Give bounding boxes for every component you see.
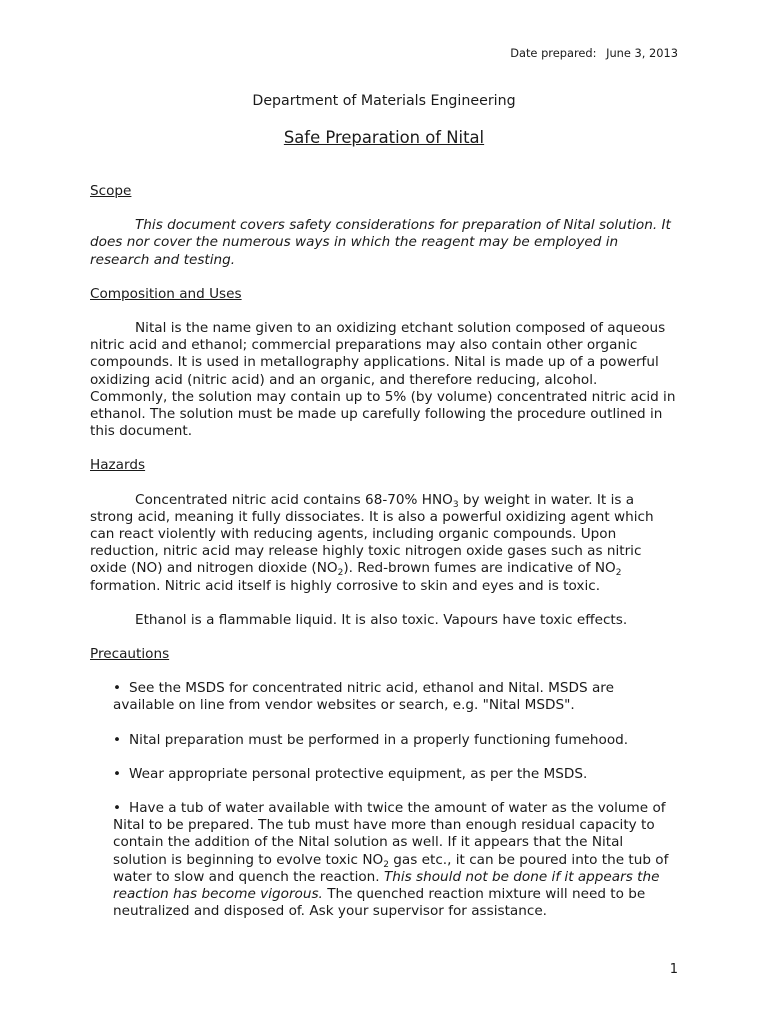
- scope-paragraph: This document covers safety considerations for preparation of Nital solution. It does nor cover the numerous ways in which the reagent may be employed in research and testing.: [90, 217, 671, 268]
- bullet-icon: •: [113, 680, 122, 697]
- precaution-item: [90, 766, 678, 783]
- precaution-item: [90, 680, 678, 714]
- hazards-text-part: by weight in water. It is a strong acid, meaning it fully dissociates. It is also a powerful oxidizing agent which can react violently with reducing agents, including organic compounds. Upon reduction, nitric acid may release highly toxic nitrogen oxide gases such as nitric oxide (NO) and nitrogen dioxide (NO: [90, 491, 654, 577]
- section-heading-precautions: Precautions: [90, 646, 170, 663]
- document-title: Safe Preparation of Nital: [283, 128, 485, 147]
- precaution-text: gas etc., it can be poured into the tub of water to slow and quench the reaction.: [113, 851, 669, 885]
- precaution-item: [90, 800, 678, 920]
- document-body: [90, 183, 678, 938]
- precaution-text: Have a tub of water available with twice the amount of water as the volume of Nital to be prepared. The tub must have more than enough residual capacity to contain the addition of the Nital solution as well. If it appears that the Nital solution is beginning to evolve toxic NO: [113, 800, 666, 868]
- bullet-icon: •: [113, 800, 122, 817]
- hazards-text-part: ). Red-brown fumes are indicative of NO: [343, 560, 616, 577]
- date-label: Date prepared:: [510, 46, 597, 60]
- date-value: June 3, 2013: [606, 46, 678, 60]
- subscript: 3: [452, 499, 459, 510]
- subscript: 2: [383, 859, 389, 870]
- section-heading-scope: Scope: [90, 183, 132, 199]
- precaution-text: Wear appropriate personal protective equipment, as per the MSDS.: [129, 765, 588, 782]
- composition-paragraph: Nital is the name given to an oxidizing etchant solution composed of aqueous nitric acid and ethanol; commercial preparations may also contain other organic compounds. It is used in metallography applications. Nital is made up of a powerful oxidizing acid (nitric acid) and an organic, and therefore reducing, alcohol. Commonly, the solution may contain up to 5% (by volume) concentrated nitric acid in ethanol. The solution must be made up carefully following the procedure outlined in this document.: [90, 320, 676, 440]
- subscript: 2: [615, 568, 622, 579]
- hazards-paragraph-nitric-acid: [90, 492, 678, 595]
- bullet-icon: •: [113, 765, 122, 782]
- precaution-text: Nital preparation must be performed in a properly functioning fumehood.: [129, 731, 629, 748]
- page-number: 1: [669, 962, 678, 977]
- precaution-warning: This should not be done if it appears the reaction has become vigorous.: [113, 868, 660, 903]
- precaution-text: See the MSDS for concentrated nitric acid, ethanol and Nital. MSDS are available on line from vendor websites or search, e.g. "Nital MSDS".: [113, 680, 614, 714]
- department-heading: Department of Materials Engineering: [252, 93, 516, 109]
- precaution-text: The quenched reaction mixture will need to be neutralized and disposed of. Ask your supervisor for assistance.: [113, 886, 646, 920]
- hazards-text-part: Concentrated nitric acid contains 68-70% HNO: [135, 491, 453, 508]
- precaution-item: [90, 732, 678, 749]
- hazards-paragraph-ethanol: Ethanol is a flammable liquid. It is also toxic. Vapours have toxic effects.: [135, 611, 628, 628]
- subscript: 2: [337, 568, 344, 579]
- hazards-text-part: formation. Nitric acid itself is highly corrosive to skin and eyes and is toxic.: [90, 577, 601, 594]
- date-prepared: [510, 46, 678, 60]
- section-heading-composition: Composition and Uses: [90, 285, 242, 302]
- section-heading-hazards: Hazards: [90, 457, 146, 474]
- bullet-icon: •: [113, 731, 122, 748]
